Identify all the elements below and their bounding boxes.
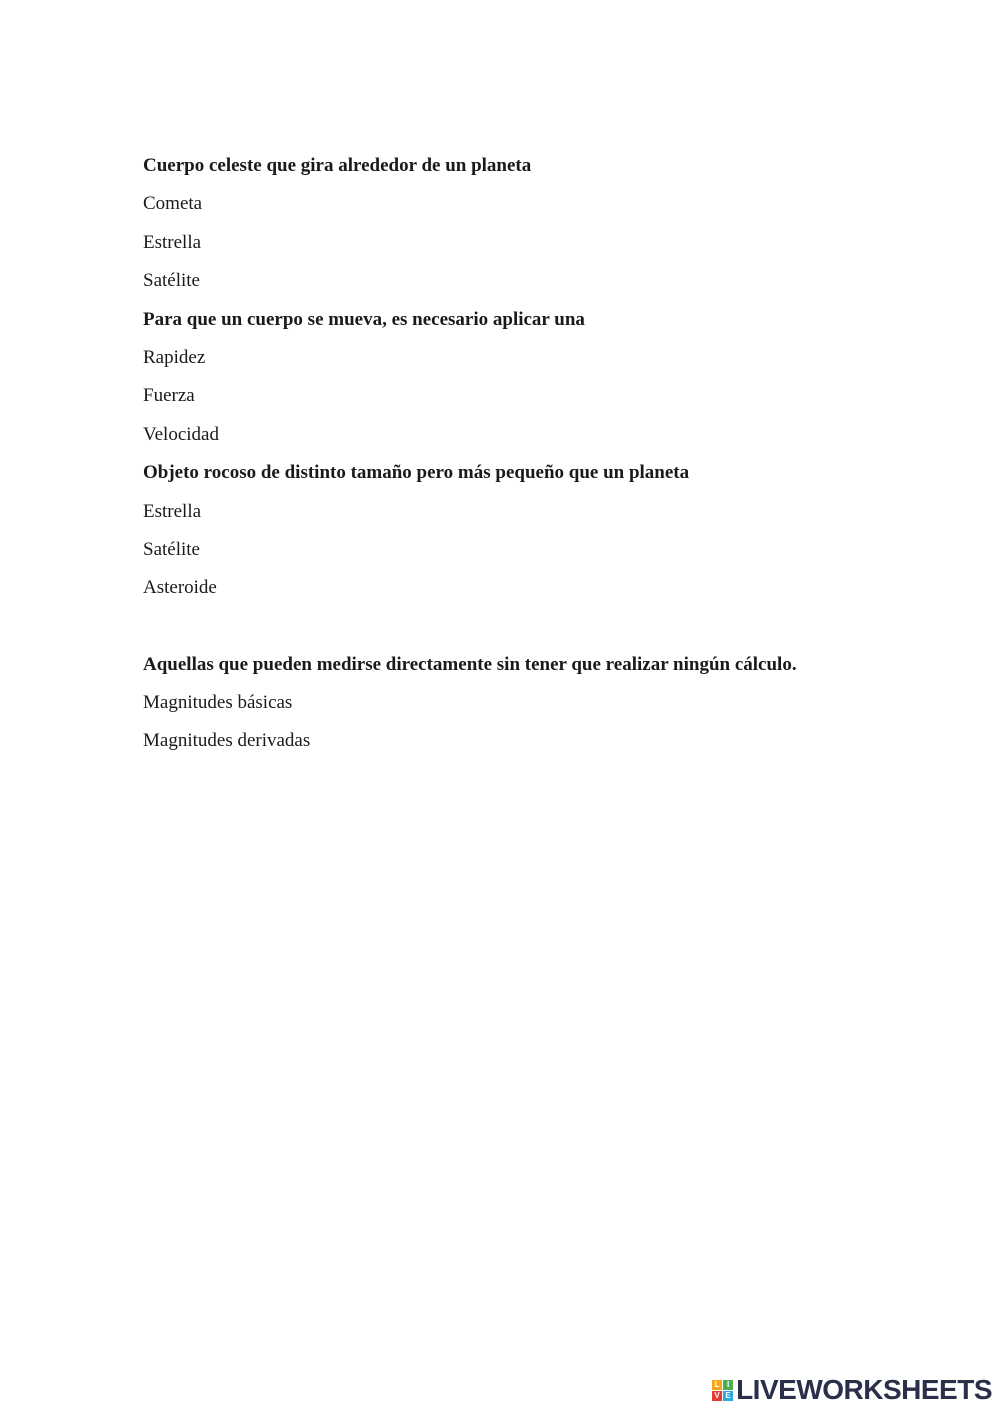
answer-option[interactable]: Estrella <box>143 231 202 253</box>
question-3: Objeto rocoso de distinto tamaño pero más pequeño que un planeta <box>143 462 690 484</box>
question-1: Cuerpo celeste que gira alrededor de un planeta <box>143 155 532 176</box>
logo-square: L <box>712 1380 722 1390</box>
logo-square: V <box>712 1391 722 1401</box>
question-2: Para que un cuerpo se mueva, es necesario aplicar una <box>143 308 585 330</box>
answer-option[interactable]: Magnitudes derivadas <box>143 730 311 752</box>
answer-option[interactable]: Estrella <box>143 500 202 522</box>
logo-square: I <box>723 1380 733 1390</box>
answer-option[interactable]: Satélite <box>143 538 200 560</box>
worksheet-page <box>143 155 943 769</box>
answer-option[interactable]: Cometa <box>143 193 203 215</box>
answer-option[interactable]: Magnitudes básicas <box>143 692 293 714</box>
logo-square: E <box>723 1391 733 1401</box>
answer-option[interactable]: Fuerza <box>143 385 195 407</box>
answer-option[interactable]: Velocidad <box>143 423 219 445</box>
liveworksheets-logo-icon <box>712 1380 733 1401</box>
answer-option[interactable]: Satélite <box>143 270 200 292</box>
question-4: Aquellas que pueden medirse directamente sin tener que realizar ningún cálculo. <box>143 653 797 675</box>
spacer <box>143 616 943 654</box>
liveworksheets-logo-text: LIVEWORKSHEETS <box>736 1374 992 1405</box>
answer-option[interactable]: Rapidez <box>143 346 206 368</box>
liveworksheets-logo <box>712 1375 992 1405</box>
answer-option[interactable]: Asteroide <box>143 577 217 599</box>
